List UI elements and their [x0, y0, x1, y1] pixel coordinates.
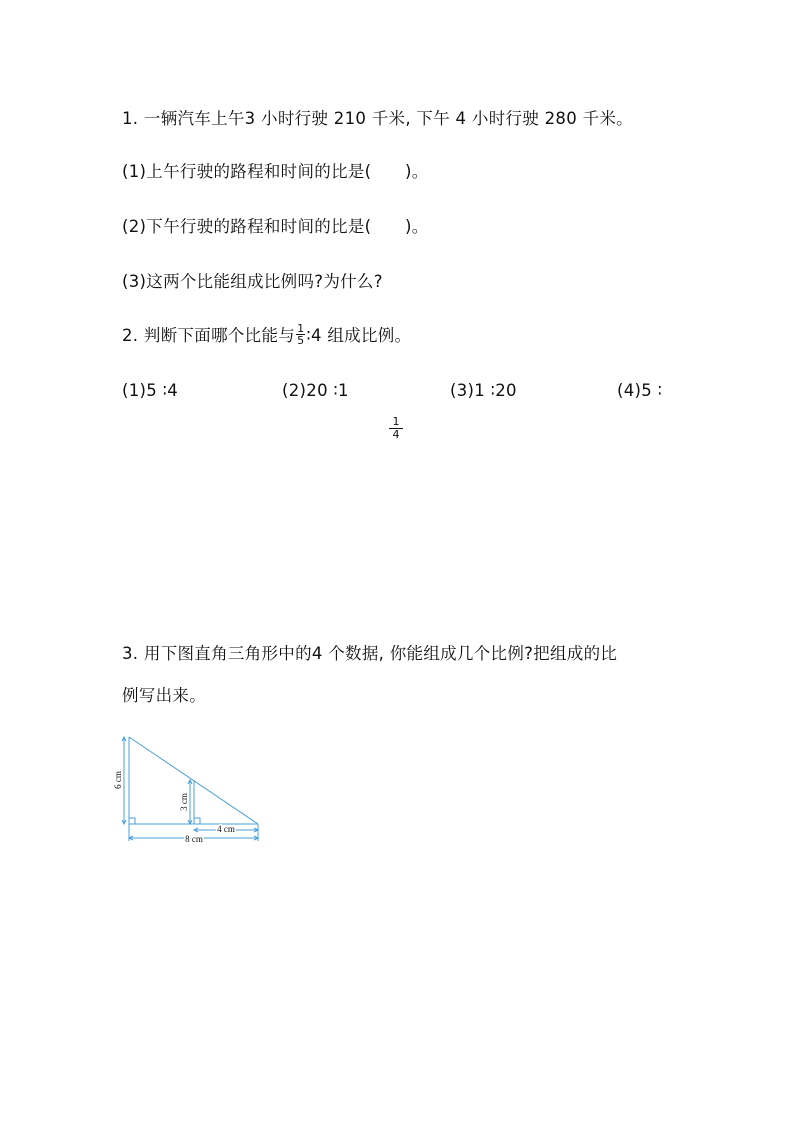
q2-option-2: (2)20 ∶1: [282, 381, 349, 400]
q2-frac-num: 1: [297, 322, 305, 335]
label-6cm: 6 cm: [113, 771, 123, 789]
q2-option-1: (1)5 ∶4: [122, 381, 179, 400]
q2-stem-after: ∶4 组成比例。: [306, 326, 412, 345]
right-triangle-figure: [112, 728, 272, 850]
q2-option-4-frac-den: 4: [392, 428, 400, 441]
q2-frac-den: 5: [297, 334, 305, 347]
q3-stem-line1: 3. 用下图直角三角形中的4 个数据, 你能组成几个比例?把组成的比: [122, 644, 618, 663]
q2-stem: [122, 322, 412, 348]
label-4cm: 4 cm: [217, 824, 235, 834]
q1-sub2: (2)下午行驶的路程和时间的比是( )。: [122, 217, 429, 236]
q2-option-4: (4)5 ∶: [617, 381, 663, 400]
q2-option-4-fraction: [389, 416, 403, 441]
q3-stem-line2: 例写出来。: [122, 686, 206, 705]
right-angle-mark-left: [129, 818, 135, 824]
q1-stem: 1. 一辆汽车上午3 小时行驶 210 千米, 下午 4 小时行驶 280 千米。: [122, 109, 633, 128]
label-3cm: 3 cm: [179, 793, 189, 811]
right-angle-mark-inner: [194, 818, 200, 824]
q2-option-3: (3)1 ∶20: [450, 381, 517, 400]
q1-sub3: (3)这两个比能组成比例吗?为什么?: [122, 272, 383, 291]
q2-stem-before: 2. 判断下面哪个比能与: [122, 326, 296, 345]
label-8cm: 8 cm: [185, 834, 203, 844]
q1-sub1: (1)上午行驶的路程和时间的比是( )。: [122, 162, 429, 181]
q2-option-4-frac-num: 1: [389, 416, 403, 429]
q2-fraction: [296, 323, 305, 346]
